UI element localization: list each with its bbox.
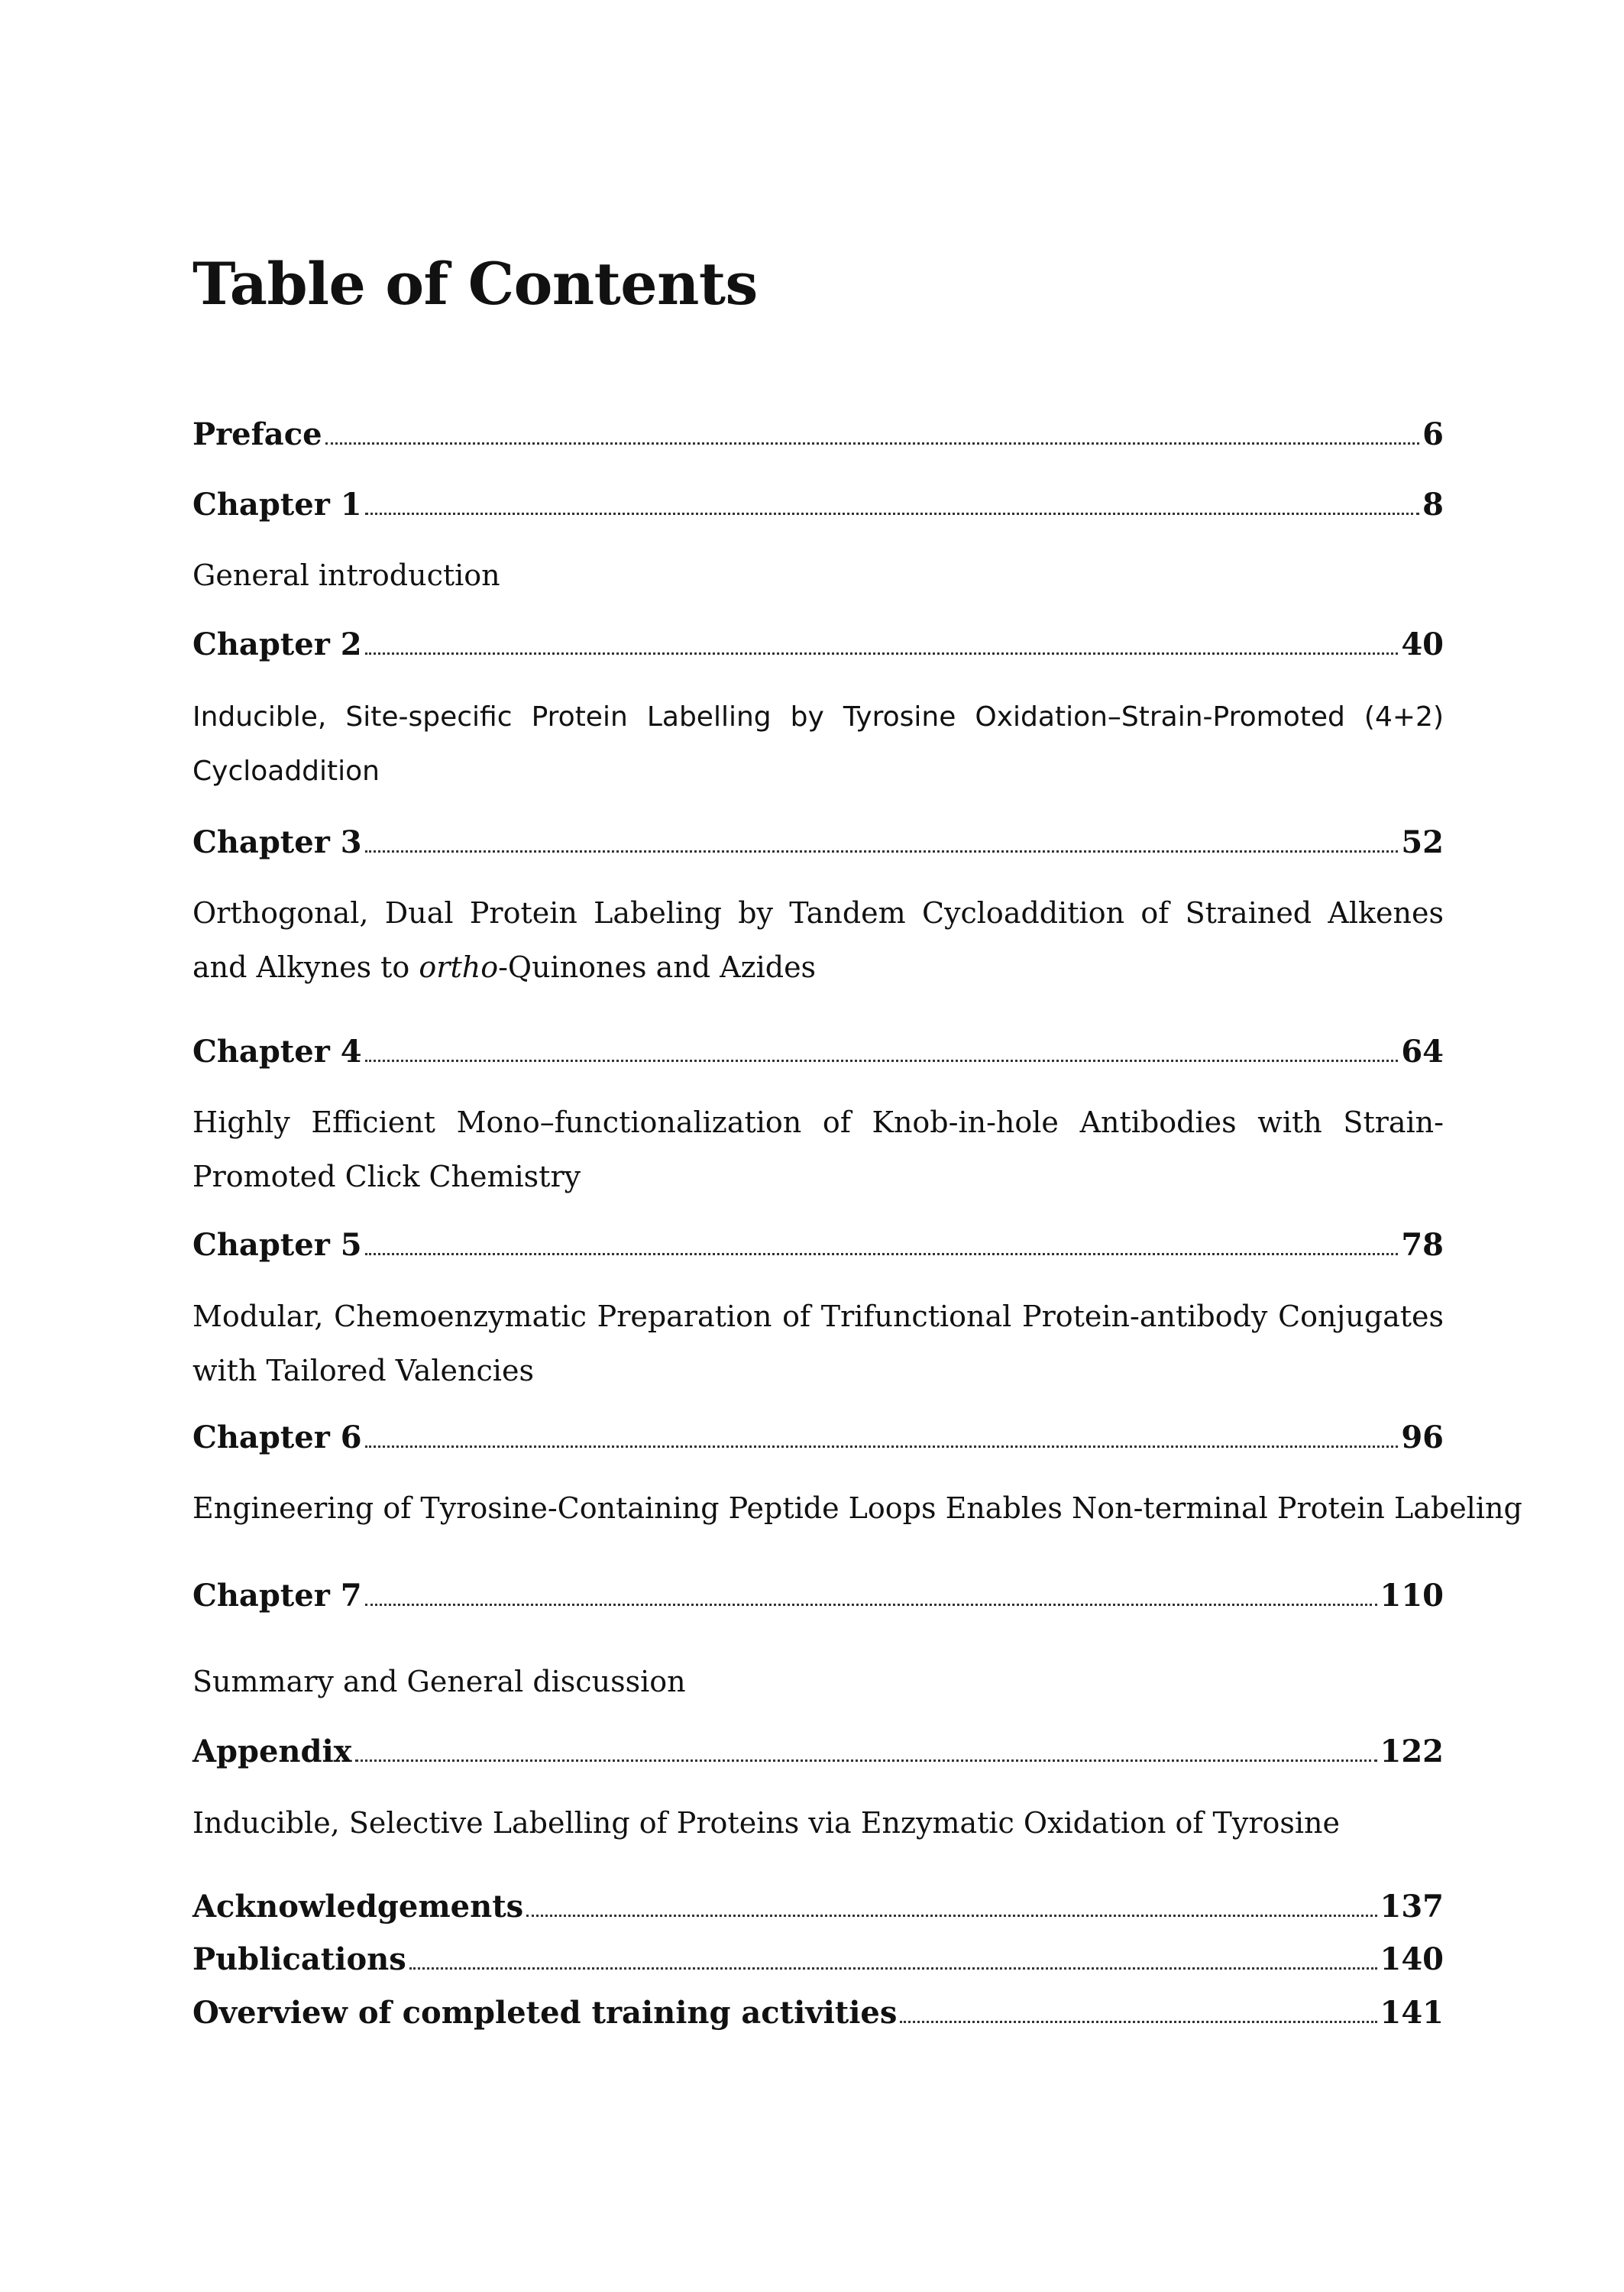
dot-leader	[365, 1253, 1399, 1255]
toc-entry-training-activities[interactable]	[192, 1995, 1444, 2031]
subtitle-text: -Quinones and Azides	[498, 950, 817, 984]
chapter-7-subtitle: Summary and General discussion	[192, 1665, 686, 1698]
toc-entry-label: Chapter 4	[192, 1034, 362, 1070]
toc-page-number: 40	[1401, 626, 1444, 662]
toc-entry-chapter-4[interactable]	[192, 1034, 1444, 1070]
toc-entry-chapter-6[interactable]	[192, 1420, 1444, 1456]
dot-leader	[365, 513, 1420, 515]
toc-entry-label: Chapter 7	[192, 1578, 362, 1614]
chapter-4-subtitle: Highly Efficient Mono–functionalization of Knob-in-hole Antibodies with Strain-Promoted Click Chemistry	[192, 1106, 1444, 1193]
dot-leader	[409, 1967, 1377, 1970]
toc-page-number: 78	[1401, 1227, 1444, 1263]
dot-leader	[526, 1915, 1377, 1917]
dot-leader	[325, 442, 1420, 445]
toc-entry-publications[interactable]	[192, 1941, 1444, 1978]
toc-page-number: 96	[1401, 1420, 1444, 1455]
dot-leader	[365, 850, 1399, 853]
toc-entry-chapter-7[interactable]	[192, 1578, 1444, 1614]
toc-entry-label: Acknowledgements	[192, 1889, 524, 1925]
dot-leader	[365, 1604, 1377, 1606]
appendix-subtitle: Inducible, Selective Labelling of Proteins via Enzymatic Oxidation of Tyrosine	[192, 1806, 1340, 1840]
toc-page-number: 52	[1401, 824, 1444, 860]
toc-entry-label: Chapter 3	[192, 824, 362, 860]
toc-page-number: 6	[1422, 416, 1444, 452]
dot-leader	[365, 652, 1399, 655]
toc-entry-preface[interactable]	[192, 416, 1444, 453]
dot-leader	[365, 1445, 1399, 1448]
toc-page-number: 141	[1380, 1995, 1444, 2031]
toc-page-number: 110	[1380, 1578, 1444, 1614]
toc-entry-label: Preface	[192, 416, 322, 452]
toc-entry-label: Chapter 1	[192, 487, 362, 523]
toc-entry-label: Overview of completed training activities	[192, 1995, 898, 2031]
toc-entry-chapter-5[interactable]	[192, 1227, 1444, 1264]
toc-entry-label: Chapter 6	[192, 1420, 362, 1455]
page-title: Table of Contents	[192, 250, 758, 318]
toc-entry-label: Publications	[192, 1941, 406, 1977]
chapter-1-subtitle: General introduction	[192, 558, 500, 592]
chapter-3-subtitle	[192, 886, 1444, 995]
dot-leader	[355, 1759, 1377, 1762]
toc-entry-chapter-3[interactable]	[192, 824, 1444, 861]
toc-entry-chapter-2[interactable]	[192, 626, 1444, 663]
toc-page-number: 140	[1380, 1941, 1444, 1977]
toc-page-number: 122	[1380, 1734, 1444, 1769]
chapter-6-subtitle: Engineering of Tyrosine-Containing Peptide Loops Enables Non-terminal Protein Labeling	[192, 1491, 1522, 1525]
toc-entry-label: Chapter 2	[192, 626, 362, 662]
subtitle-italic-text: ortho	[419, 950, 499, 984]
toc-entry-chapter-1[interactable]	[192, 487, 1444, 523]
dot-leader	[900, 2021, 1377, 2023]
toc-page-number: 137	[1380, 1889, 1444, 1925]
toc-entry-label: Appendix	[192, 1734, 352, 1769]
subtitle-text: Orthogonal, Dual Protein Labeling by Tandem Cycloaddition of Strained Alkenes and Alkynes to	[192, 896, 1444, 984]
toc-page-number: 8	[1422, 487, 1444, 523]
chapter-2-subtitle: Inducible, Site-specific Protein Labelling by Tyrosine Oxidation–Strain-Promoted (4+2) Cycloaddition	[192, 701, 1444, 787]
chapter-5-subtitle: Modular, Chemoenzymatic Preparation of Trifunctional Protein-antibody Conjugates with Tailored Valencies	[192, 1300, 1444, 1387]
toc-page-number: 64	[1401, 1034, 1444, 1070]
toc-entry-label: Chapter 5	[192, 1227, 362, 1263]
dot-leader	[365, 1060, 1399, 1062]
toc-entry-appendix[interactable]	[192, 1734, 1444, 1770]
toc-entry-acknowledgements[interactable]	[192, 1889, 1444, 1925]
